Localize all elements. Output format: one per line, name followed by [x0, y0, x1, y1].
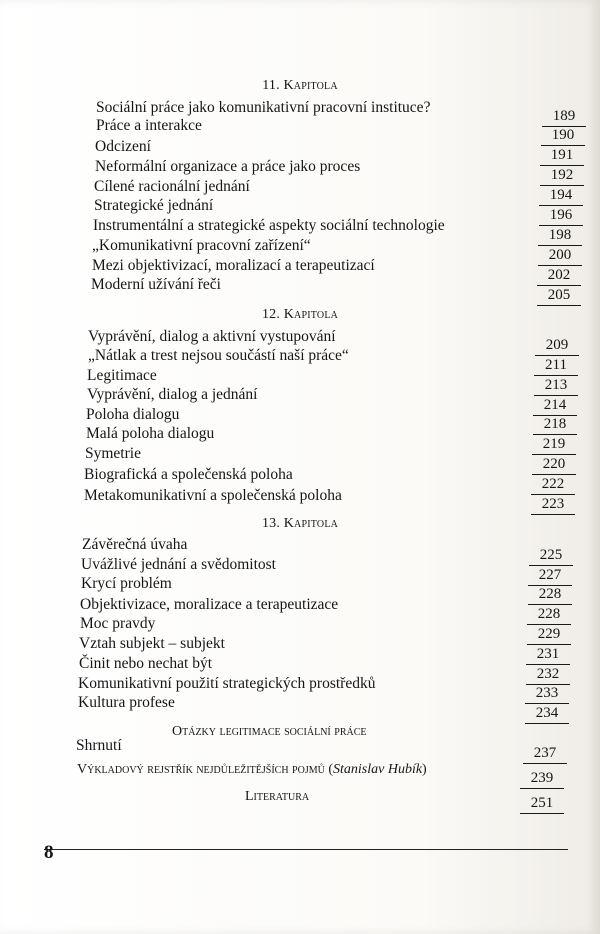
toc-entry-title: Metakomunikativní a společenská poloha	[84, 487, 342, 504]
toc-page-number: 237	[523, 745, 567, 764]
toc-entry-title: Instrumentální a strategické aspekty sociální technologie	[93, 217, 445, 234]
toc-page-number: 209	[535, 337, 579, 356]
toc-page-number: 196	[539, 207, 583, 226]
index-title-prefix: Výkladový rejstřík nejdůležitějších pojmů (	[77, 762, 333, 777]
toc-entry-title: „Nátlak a trest nejsou součástí naší práce“	[88, 347, 349, 364]
toc-page-number: 220	[532, 456, 576, 475]
toc-page-number: 213	[534, 377, 578, 396]
toc-entry-title: „Komunikativní pracovní zařízení“	[92, 237, 311, 254]
toc-page-number: 202	[537, 267, 581, 286]
toc-page-number: 192	[540, 167, 584, 186]
toc-page-number: 227	[528, 567, 572, 586]
toc-entry-title: Krycí problém	[81, 575, 172, 592]
chapter-heading	[0, 78, 600, 94]
toc-entry-title: Vztah subjekt – subjekt	[79, 635, 225, 652]
literature-entry: Literatura	[245, 789, 310, 804]
toc-page-number: 228	[528, 586, 572, 605]
toc-entry-title: Odcizení	[95, 138, 151, 155]
toc-entry-title: Legitimace	[87, 367, 157, 384]
toc-entry-title: Komunikativní použití strategických prostředků	[78, 675, 376, 692]
toc-page-number: 222	[531, 476, 575, 495]
page-folio: 8	[44, 842, 54, 863]
toc-page-number: 219	[532, 436, 576, 455]
toc-entry-title: Sociální práce jako komunikativní pracovní instituce?	[96, 99, 431, 116]
index-entry	[77, 762, 427, 778]
toc-entry-title: Vyprávění, dialog a aktivní vystupování	[88, 328, 336, 345]
chapter-heading	[0, 307, 600, 323]
toc-page-number: 229	[527, 626, 571, 645]
footer-rule	[44, 849, 568, 850]
toc-page-number: 225	[529, 547, 573, 566]
toc-page-number: 205	[537, 287, 581, 306]
toc-page-number: 200	[538, 247, 582, 266]
toc-page-number: 194	[539, 187, 583, 206]
toc-entry-title: Moderní užívání řeči	[91, 276, 221, 293]
toc-entry-title: Malá poloha dialogu	[86, 425, 215, 442]
toc-entry-title: Práce a interakce	[96, 117, 202, 134]
toc-page-number: 211	[534, 357, 578, 376]
toc-entry-title: Symetrie	[85, 445, 141, 462]
chapter-number: 12.	[261, 307, 281, 322]
toc-page-number: 218	[533, 416, 577, 435]
index-author: Stanislav Hubík	[333, 762, 423, 777]
toc-page-number: 191	[540, 147, 584, 166]
toc-entry-title: Kultura profese	[78, 694, 175, 711]
chapter-number: 13.	[261, 516, 281, 531]
toc-entry-title: Uvážlivé jednání a svědomitost	[81, 556, 276, 573]
toc-page-number: 214	[533, 397, 577, 416]
toc-page-number: 234	[525, 705, 569, 724]
chapter-heading	[0, 516, 600, 532]
toc-entry-title: Objektivizace, moralizace a terapeutizace	[80, 596, 339, 613]
index-title-suffix: )	[422, 762, 427, 777]
chapter-number: 11.	[262, 78, 280, 93]
toc-page-number: 228	[527, 606, 571, 625]
toc-entry-title: Vyprávění, dialog a jednání	[87, 386, 258, 403]
toc-page-number: 198	[538, 227, 582, 246]
toc-page-number: 239	[520, 770, 564, 789]
toc-entry-title: Biografická a společenská poloha	[84, 466, 293, 483]
toc-page-number: 190	[541, 127, 585, 146]
toc-entry-title: Cílené racionální jednání	[94, 178, 250, 195]
toc-entry-title: Shrnutí	[76, 737, 122, 754]
toc-entry-title: Poloha dialogu	[86, 406, 180, 423]
toc-entry-title: Strategické jednání	[94, 197, 214, 214]
chapter-word: Kapitola	[283, 516, 339, 531]
toc-page-number: 231	[526, 646, 570, 665]
toc-page-number: 223	[531, 496, 575, 515]
toc-page-number: 189	[542, 108, 586, 127]
toc-page-number: 233	[525, 685, 569, 704]
chapter-word: Kapitola	[283, 78, 338, 93]
toc-entry-title: Mezi objektivizací, moralizací a terapeutizací	[92, 257, 375, 274]
toc-entry-title: Činit nebo nechat být	[79, 655, 213, 672]
toc-entry-title: Neformální organizace a práce jako proces	[95, 158, 361, 175]
toc-entry-title: Závěrečná úvaha	[82, 536, 188, 553]
toc-page-number: 232	[526, 666, 570, 685]
section-heading: Otázky legitimace sociální práce	[172, 724, 367, 739]
toc-entry-title: Moc pravdy	[80, 615, 156, 632]
chapter-word: Kapitola	[283, 307, 339, 322]
toc-page-number: 251	[520, 795, 564, 814]
